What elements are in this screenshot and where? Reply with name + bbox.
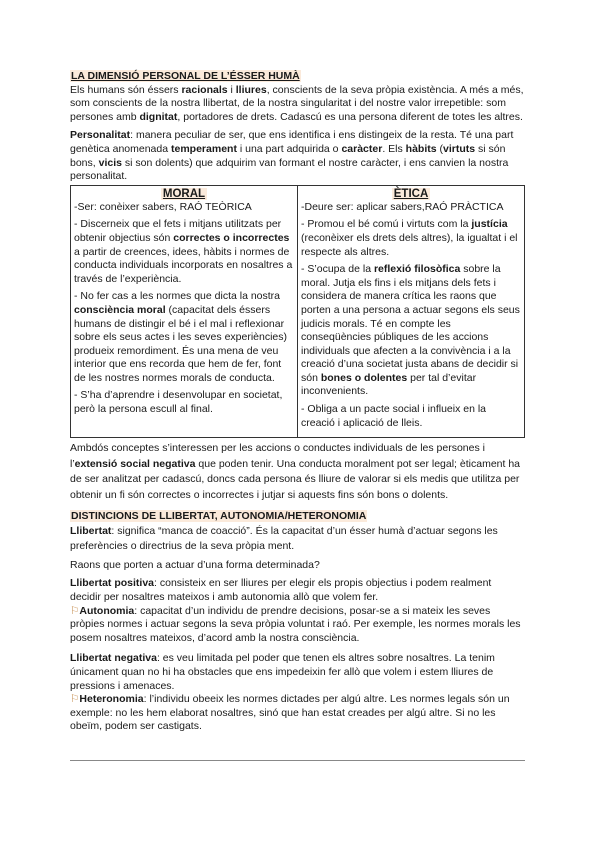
heteronomia-paragraph	[70, 693, 525, 734]
text-run: que poden tenir. Una conducta moralment pot ser legal; èticament ha de ser analitzat per cadascú, doncs cada persona és lliure de valorar si els medis que utilitza per obtenir un fi són correctes o incorrectes i jutjar si aquests fins són bons o dolents.	[70, 457, 521, 501]
text-run: - Promou el bé comú i virtuts com la	[301, 218, 472, 231]
intro-paragraph	[70, 84, 525, 125]
llibertat-negativa-paragraph	[70, 652, 525, 693]
document-page	[70, 70, 525, 734]
etica-content	[301, 201, 521, 431]
text-run: . Els	[382, 142, 406, 155]
bold-term: temperament	[171, 142, 237, 155]
table-cell-paragraph	[301, 201, 521, 215]
text-run: - S’ocupa de la	[301, 263, 374, 276]
text-run: a partir de creences, idees, hàbits i normes de conducta individuals incorporats en nosaltres a través de l’experiència.	[74, 245, 293, 285]
bold-term: justícia	[471, 218, 508, 231]
bold-term: virtuts	[443, 142, 476, 155]
bold-term: hàbits	[405, 142, 437, 155]
text-run: : capacitat d’un individu de prendre decisions, posar-se a si mateix les seves pròpies normes i actuar segons la seva pròpia voluntat i raó. Per exemple, les normes morals les posem nosaltres mateixos, d’acord amb la nostra consciència.	[70, 604, 521, 644]
text-run: i una part adquirida o	[236, 142, 342, 155]
text-run: (capacitat dels éssers humans de distingir el bé i el mal i reflexionar sobre els seus actes i les seves experiències) produeix remordiment. És una mena de veu interior que ens recorda que hem de fer, font de les nostres normes morals de conducta.	[74, 303, 288, 384]
table-cell-paragraph	[74, 201, 294, 215]
moral-content	[74, 201, 294, 417]
ambdos-paragraph	[70, 441, 525, 503]
text-run: : consisteix en ser lliures per elegir els propis objectius i podem realment decidir per nosaltres mateixos i amb autonomia allò que volem fer.	[70, 577, 492, 604]
table-cell-paragraph	[301, 403, 521, 430]
bold-term: correctes o incorrectes	[173, 231, 290, 244]
table-cell-paragraph	[74, 218, 294, 286]
text-run: (reconèixer els drets dels altres), la igualtat i el respecte als altres.	[301, 231, 518, 258]
text-run: , portadores de drets. Cadascú es una persona diferent de totes les altres.	[177, 110, 523, 123]
bold-term: Personalitat	[70, 129, 131, 142]
bottom-rule	[70, 760, 525, 761]
personalitat-paragraph	[70, 129, 525, 183]
bold-term: extensió social negativa	[74, 457, 196, 470]
text-run: , conscients de la seva pròpia existència. A més a més, som conscients de la nostra llibertat, de la nostra singularitat i del nostre valor irrepetible: som persones amb	[70, 83, 524, 123]
table-cell-paragraph	[301, 263, 521, 399]
text-run: i	[227, 83, 236, 96]
bold-term: caràcter	[341, 142, 383, 155]
table-cell-paragraph	[74, 389, 294, 416]
text-run: Els humans són éssers	[70, 83, 182, 96]
etica-column	[298, 185, 525, 438]
text-run: - No fer cas a les normes que dicta la nostra	[74, 290, 281, 303]
table-cell-paragraph	[301, 218, 521, 259]
text-run: : es veu limitada pel poder que tenen els altres sobre nosaltres. La tenim únicament quan no hi ha obstacles que ens impedeixin fer allò que volem i estem lliures de pressions i amenaces.	[70, 652, 495, 692]
moral-column	[71, 185, 298, 438]
text-run: per tal d’evitar inconvenients.	[301, 371, 477, 398]
bullet-mark-icon: ⚐	[70, 693, 80, 706]
text-run: sobre la moral. Jutja els fins i els mitjans dels fets i considera de manera crítica les raons que porten a una persona a actuar segons els seus judicis morals. Té en compte les conseqüències públiques de les accions individuals que afecten a la convivència i a la creació d’una societat justa abans de decidir si són	[301, 263, 520, 384]
bold-term: reflexió filosòfica	[373, 263, 461, 276]
table-cell-paragraph	[74, 290, 294, 385]
bold-term: lliures	[235, 83, 267, 96]
text-run: -Ser: conèixer sabers, RAÓ TEÒRICA	[74, 200, 252, 213]
text-run: - S’ha d’aprendre i desenvolupar en societat, però la persona escull al final.	[74, 389, 283, 416]
bold-term: Autonomia	[79, 604, 135, 617]
bold-term: dignitat	[139, 110, 178, 123]
bullet-mark-icon: ⚐	[70, 604, 80, 617]
question-line: Raons que porten a actuar d’una forma determinada?	[70, 558, 320, 571]
text-run: si són bons,	[70, 142, 506, 169]
text-run: si son dolents) que adquirim van formant el nostre caràcter, i ens canvien la nostra personalitat.	[70, 156, 509, 183]
bold-term: Llibertat	[70, 524, 112, 537]
text-run: (	[436, 142, 444, 155]
bold-term: consciència moral	[74, 303, 166, 316]
text-run: Ambdós conceptes s’interessen per les accions o conductes individuals de les persones i l’	[70, 442, 485, 470]
bold-term: racionals	[181, 83, 228, 96]
etica-title: ÈTICA	[393, 187, 429, 200]
autonomia-paragraph	[70, 605, 525, 646]
bold-term: Heteronomia	[79, 693, 144, 706]
text-run: : l’individu obeeix les normes dictades per algú altre. Les normes legals són un exemple: no les hem elaborat nosaltres, sinó que han estat creades per algú altre. Si no les obeïm, podem ser castigats.	[70, 693, 510, 733]
text-run: - Obliga a un pacte social i influeix en la creació i aplicació de lleis.	[301, 403, 487, 429]
section-title-dimensio: LA DIMENSIÓ PERSONAL DE L’ÉSSER HUMÀ	[71, 70, 300, 82]
moral-title: MORAL	[162, 187, 206, 200]
text-run: -Deure ser: aplicar sabers,RAÓ PRÀCTICA	[301, 200, 504, 213]
text-run: - Discerneix que el fets i mitjans utilitzats per obtenir objectius són	[74, 218, 282, 244]
text-run: : significa “manca de coacció”. És la capacitat d’un ésser humà d’actuar segons les preferències o directrius de la seva pròpia ment.	[70, 524, 498, 552]
text-run: : manera peculiar de ser, que ens identifica i ens distingeix de la resta. Té una part genètica anomenada	[70, 129, 514, 155]
bold-term: vicis	[98, 156, 122, 169]
bold-term: Llibertat positiva	[70, 577, 155, 590]
llibertat-positiva-paragraph	[70, 577, 525, 604]
moral-etica-table	[70, 185, 525, 439]
bold-term: bones o dolentes	[320, 371, 408, 384]
bold-term: Llibertat negativa	[70, 652, 157, 665]
llibertat-paragraph	[70, 524, 525, 554]
section-title-distincions: DISTINCIONS DE LLIBERTAT, AUTONOMIA/HETERONOMIA	[71, 510, 367, 523]
